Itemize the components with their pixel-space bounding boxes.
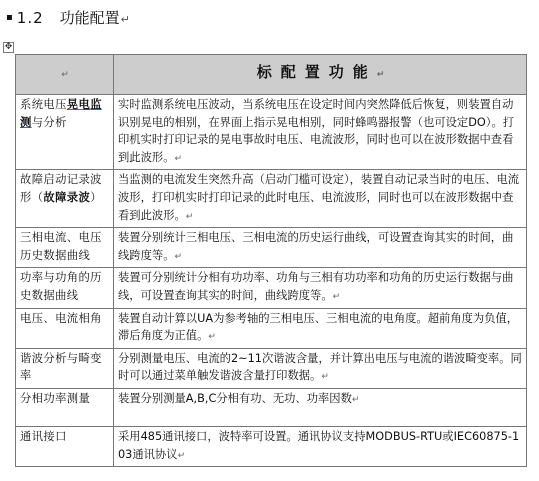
row-description: 实时监测系统电压波动，当系统电压在设定时间内突然降低后恢复，则装置自动识别晃电的相别，在界面上指示晃电相别，同时蜂鸣器报警（也可设定DO）。打印机实时打印记录的晃电事故时电压、电流波形，同时也可以在波形数据中查看到此波形。↵ (114, 95, 527, 170)
row-description: 装置可分别统计分相有功功率、功角与三相有功功率和功角的历史运行数据与曲线，可设置查询其实的时间，曲线跨度等。↵ (114, 268, 527, 308)
section-title: 功能配置 (59, 9, 120, 27)
row-name: 通讯接口 (16, 426, 114, 466)
table-move-handle-icon[interactable]: ✥ (4, 42, 13, 52)
row-description: 装置自动计算以UA为参考轴的三相电压、三相电流的电角度。超前角度为负值，滞后角度为正值。↵ (114, 308, 527, 348)
table-row (16, 95, 527, 170)
table-row (16, 348, 527, 388)
row-name: 电压、电流相角 (16, 308, 114, 348)
row-description: 采用485通讯接口，波特率可设置。通讯协议支持MODBUS-RTU或IEC60875-103通讯协议↵ (114, 426, 527, 466)
row-description: 分别测量电压、电流的2~11次谐波含量，并计算出电压与电流的谐波畸变率。同时可以通过菜单触发谐波含量打印数据。↵ (114, 348, 527, 388)
paragraph-mark: ↵ (120, 13, 130, 26)
row-name: 系统电压晃电监测与分析 (16, 95, 114, 170)
header-title: 标配置功能 (256, 63, 377, 82)
table-row (16, 228, 527, 268)
row-description: 装置分别统计三相电压、三相电流的历史运行曲线，可设置查询其实的时间，曲线跨度等。↵ (114, 228, 527, 268)
table-row (16, 268, 527, 308)
row-name: 谐波分析与畸变率 (16, 348, 114, 388)
table-row (16, 308, 527, 348)
row-name: 故障启动记录波形（故障录波） (16, 170, 114, 228)
function-config-table (15, 54, 527, 467)
header-cell-function: 标配置功能↵ (114, 55, 527, 95)
bullet-icon: ▪ (6, 12, 13, 23)
row-description: 当监测的电流发生突然升高（启动门槛可设定），装置自动记录当时的电压、电流波形，打印机实时打印记录的此时电压、电流波形，同时也可以在波形数据中查看到此波形。↵ (114, 170, 527, 228)
section-heading (6, 8, 130, 30)
table-header-row (16, 55, 527, 95)
row-name: 功率与功角的历史数据曲线 (16, 268, 114, 308)
row-description: 装置分别测量A,B,C分相有功、无功、功率因数↵ (114, 388, 527, 426)
table-row (16, 426, 527, 466)
table-row (16, 388, 527, 426)
header-cell-blank: ↵ (16, 55, 114, 95)
table-row (16, 170, 527, 228)
row-name: 分相功率测量 (16, 388, 114, 426)
row-name: 三相电流、电压历史数据曲线 (16, 228, 114, 268)
section-number: 1.2 (16, 9, 44, 27)
